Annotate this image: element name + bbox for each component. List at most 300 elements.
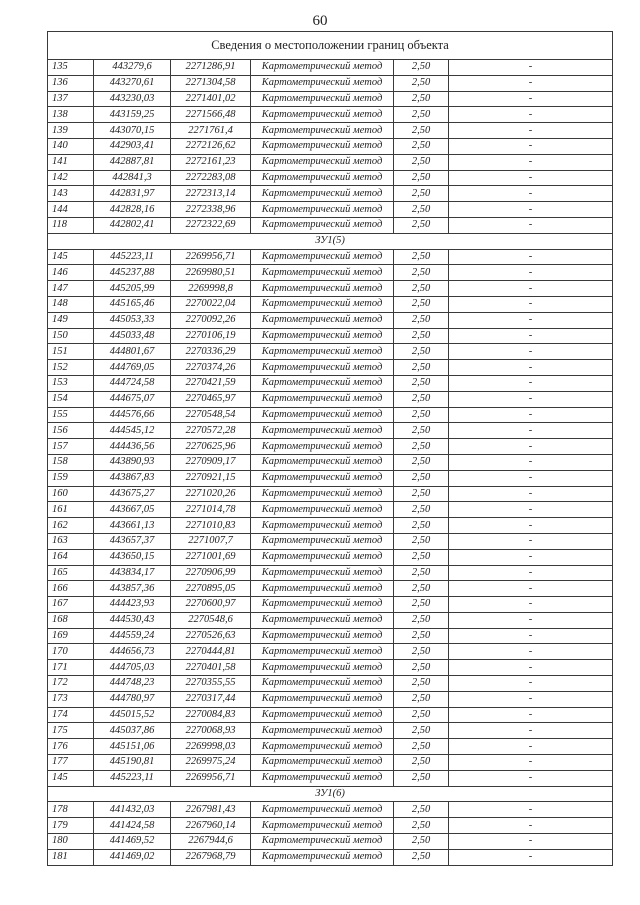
- note-cell: -: [449, 628, 613, 644]
- coord-x: 444423,93: [94, 597, 171, 613]
- coord-y: 2270572,28: [171, 423, 251, 439]
- coord-y: 2270895,05: [171, 581, 251, 597]
- table-title: Сведения о местоположении границ объекта: [48, 32, 613, 60]
- coord-y: 2267968,79: [171, 849, 251, 865]
- accuracy-value: 2,50: [394, 138, 449, 154]
- table-row: [48, 723, 613, 739]
- determination-method: Картометрический метод: [251, 60, 394, 76]
- note-cell: -: [449, 660, 613, 676]
- point-number: 145: [48, 249, 94, 265]
- coord-x: 443650,15: [94, 549, 171, 565]
- table-row: [48, 186, 613, 202]
- determination-method: Картометрический метод: [251, 660, 394, 676]
- table-row: [48, 581, 613, 597]
- section-label: ЗУ1(6): [48, 786, 613, 802]
- point-number: 162: [48, 518, 94, 534]
- table-row: [48, 281, 613, 297]
- point-number: 163: [48, 533, 94, 549]
- point-number: 169: [48, 628, 94, 644]
- note-cell: -: [449, 691, 613, 707]
- point-number: 147: [48, 281, 94, 297]
- point-number: 173: [48, 691, 94, 707]
- point-number: 151: [48, 344, 94, 360]
- coord-y: 2270906,99: [171, 565, 251, 581]
- point-number: 161: [48, 502, 94, 518]
- point-number: 138: [48, 107, 94, 123]
- point-number: 144: [48, 202, 94, 218]
- coord-x: 441469,02: [94, 849, 171, 865]
- accuracy-value: 2,50: [394, 581, 449, 597]
- point-number: 156: [48, 423, 94, 439]
- accuracy-value: 2,50: [394, 770, 449, 786]
- note-cell: -: [449, 518, 613, 534]
- table-row: [48, 518, 613, 534]
- note-cell: -: [449, 834, 613, 850]
- table-row: [48, 549, 613, 565]
- accuracy-value: 2,50: [394, 344, 449, 360]
- coord-y: 2271566,48: [171, 107, 251, 123]
- coord-x: 444675,07: [94, 391, 171, 407]
- coord-x: 442831,97: [94, 186, 171, 202]
- point-number: 150: [48, 328, 94, 344]
- table-row: [48, 707, 613, 723]
- table-row: [48, 75, 613, 91]
- accuracy-value: 2,50: [394, 202, 449, 218]
- coord-x: 443867,83: [94, 470, 171, 486]
- note-cell: -: [449, 123, 613, 139]
- coord-y: 2270909,17: [171, 454, 251, 470]
- note-cell: -: [449, 849, 613, 865]
- determination-method: Картометрический метод: [251, 454, 394, 470]
- determination-method: Картометрический метод: [251, 91, 394, 107]
- note-cell: -: [449, 328, 613, 344]
- determination-method: Картометрический метод: [251, 296, 394, 312]
- coord-y: 2271007,7: [171, 533, 251, 549]
- point-number: 139: [48, 123, 94, 139]
- note-cell: -: [449, 502, 613, 518]
- note-cell: -: [449, 375, 613, 391]
- determination-method: Картометрический метод: [251, 802, 394, 818]
- note-cell: -: [449, 60, 613, 76]
- table-row: [48, 644, 613, 660]
- coord-y: 2271020,26: [171, 486, 251, 502]
- determination-method: Картометрический метод: [251, 217, 394, 233]
- coord-y: 2271761,4: [171, 123, 251, 139]
- coord-y: 2272161,23: [171, 154, 251, 170]
- accuracy-value: 2,50: [394, 612, 449, 628]
- accuracy-value: 2,50: [394, 391, 449, 407]
- accuracy-value: 2,50: [394, 312, 449, 328]
- coord-y: 2269980,51: [171, 265, 251, 281]
- coord-y: 2271304,58: [171, 75, 251, 91]
- note-cell: -: [449, 723, 613, 739]
- coord-x: 443661,13: [94, 518, 171, 534]
- note-cell: -: [449, 265, 613, 281]
- table-row: [48, 138, 613, 154]
- coord-y: 2270317,44: [171, 691, 251, 707]
- coord-x: 443890,93: [94, 454, 171, 470]
- table-row: [48, 834, 613, 850]
- coord-x: 445151,06: [94, 739, 171, 755]
- accuracy-value: 2,50: [394, 265, 449, 281]
- coord-y: 2267981,43: [171, 802, 251, 818]
- coord-y: 2269956,71: [171, 249, 251, 265]
- coord-y: 2270625,96: [171, 439, 251, 455]
- table-row: [48, 423, 613, 439]
- determination-method: Картометрический метод: [251, 423, 394, 439]
- coord-x: 444436,56: [94, 439, 171, 455]
- note-cell: -: [449, 391, 613, 407]
- table-row: [48, 565, 613, 581]
- table-row: [48, 533, 613, 549]
- coord-y: 2270421,59: [171, 375, 251, 391]
- point-number: 181: [48, 849, 94, 865]
- coord-x: 443834,17: [94, 565, 171, 581]
- note-cell: -: [449, 296, 613, 312]
- note-cell: -: [449, 281, 613, 297]
- coord-x: 443279,6: [94, 60, 171, 76]
- note-cell: -: [449, 423, 613, 439]
- table-row: [48, 265, 613, 281]
- coord-y: 2272322,69: [171, 217, 251, 233]
- coord-x: 443070,15: [94, 123, 171, 139]
- coord-x: 441469,52: [94, 834, 171, 850]
- accuracy-value: 2,50: [394, 533, 449, 549]
- coord-x: 445037,86: [94, 723, 171, 739]
- determination-method: Картометрический метод: [251, 707, 394, 723]
- determination-method: Картометрический метод: [251, 549, 394, 565]
- table-row: [48, 375, 613, 391]
- accuracy-value: 2,50: [394, 107, 449, 123]
- coord-y: 2269998,8: [171, 281, 251, 297]
- point-number: 149: [48, 312, 94, 328]
- coord-y: 2272283,08: [171, 170, 251, 186]
- coord-x: 445205,99: [94, 281, 171, 297]
- determination-method: Картометрический метод: [251, 249, 394, 265]
- point-number: 146: [48, 265, 94, 281]
- point-number: 167: [48, 597, 94, 613]
- determination-method: Картометрический метод: [251, 834, 394, 850]
- coord-x: 445237,88: [94, 265, 171, 281]
- coord-y: 2270092,26: [171, 312, 251, 328]
- determination-method: Картометрический метод: [251, 502, 394, 518]
- note-cell: -: [449, 470, 613, 486]
- determination-method: Картометрический метод: [251, 360, 394, 376]
- coord-y: 2267944,6: [171, 834, 251, 850]
- point-number: 152: [48, 360, 94, 376]
- point-number: 159: [48, 470, 94, 486]
- note-cell: -: [449, 581, 613, 597]
- coord-y: 2271010,83: [171, 518, 251, 534]
- note-cell: -: [449, 486, 613, 502]
- coord-x: 442887,81: [94, 154, 171, 170]
- point-number: 165: [48, 565, 94, 581]
- note-cell: -: [449, 439, 613, 455]
- table-row: [48, 91, 613, 107]
- coord-y: 2270526,63: [171, 628, 251, 644]
- accuracy-value: 2,50: [394, 249, 449, 265]
- coord-y: 2270548,6: [171, 612, 251, 628]
- accuracy-value: 2,50: [394, 660, 449, 676]
- note-cell: -: [449, 612, 613, 628]
- accuracy-value: 2,50: [394, 75, 449, 91]
- table-row: [48, 344, 613, 360]
- coord-x: 444801,67: [94, 344, 171, 360]
- table-row: [48, 755, 613, 771]
- table-row: [48, 123, 613, 139]
- table-row: [48, 502, 613, 518]
- point-number: 143: [48, 186, 94, 202]
- accuracy-value: 2,50: [394, 502, 449, 518]
- accuracy-value: 2,50: [394, 691, 449, 707]
- coord-x: 445053,33: [94, 312, 171, 328]
- coord-x: 445223,11: [94, 249, 171, 265]
- determination-method: Картометрический метод: [251, 123, 394, 139]
- table-row: [48, 217, 613, 233]
- point-number: 171: [48, 660, 94, 676]
- table-row: [48, 676, 613, 692]
- note-cell: -: [449, 138, 613, 154]
- coord-y: 2269975,24: [171, 755, 251, 771]
- determination-method: Картометрический метод: [251, 375, 394, 391]
- accuracy-value: 2,50: [394, 549, 449, 565]
- note-cell: -: [449, 818, 613, 834]
- point-number: 172: [48, 676, 94, 692]
- table-row: [48, 249, 613, 265]
- accuracy-value: 2,50: [394, 755, 449, 771]
- coord-y: 2269956,71: [171, 770, 251, 786]
- note-cell: -: [449, 217, 613, 233]
- accuracy-value: 2,50: [394, 91, 449, 107]
- coord-x: 445165,46: [94, 296, 171, 312]
- table-row: [48, 107, 613, 123]
- point-number: 135: [48, 60, 94, 76]
- coord-x: 444559,24: [94, 628, 171, 644]
- determination-method: Картометрический метод: [251, 265, 394, 281]
- determination-method: Картометрический метод: [251, 75, 394, 91]
- coord-y: 2270444,81: [171, 644, 251, 660]
- determination-method: Картометрический метод: [251, 439, 394, 455]
- accuracy-value: 2,50: [394, 375, 449, 391]
- note-cell: -: [449, 676, 613, 692]
- table-row: [48, 407, 613, 423]
- table-row: [48, 296, 613, 312]
- determination-method: Картометрический метод: [251, 849, 394, 865]
- determination-method: Картометрический метод: [251, 486, 394, 502]
- determination-method: Картометрический метод: [251, 186, 394, 202]
- coord-y: 2270355,55: [171, 676, 251, 692]
- accuracy-value: 2,50: [394, 628, 449, 644]
- point-number: 164: [48, 549, 94, 565]
- accuracy-value: 2,50: [394, 423, 449, 439]
- determination-method: Картометрический метод: [251, 565, 394, 581]
- boundary-coordinates-table: [47, 31, 613, 866]
- note-cell: -: [449, 407, 613, 423]
- accuracy-value: 2,50: [394, 818, 449, 834]
- accuracy-value: 2,50: [394, 644, 449, 660]
- coord-x: 445190,81: [94, 755, 171, 771]
- determination-method: Картометрический метод: [251, 628, 394, 644]
- point-number: 157: [48, 439, 94, 455]
- point-number: 175: [48, 723, 94, 739]
- accuracy-value: 2,50: [394, 518, 449, 534]
- table-row: [48, 486, 613, 502]
- accuracy-value: 2,50: [394, 439, 449, 455]
- coord-x: 443159,25: [94, 107, 171, 123]
- determination-method: Картометрический метод: [251, 755, 394, 771]
- determination-method: Картометрический метод: [251, 518, 394, 534]
- table-row: [48, 328, 613, 344]
- accuracy-value: 2,50: [394, 360, 449, 376]
- accuracy-value: 2,50: [394, 597, 449, 613]
- note-cell: -: [449, 75, 613, 91]
- point-number: 166: [48, 581, 94, 597]
- table-row: [48, 818, 613, 834]
- coord-y: 2270068,93: [171, 723, 251, 739]
- coord-x: 444656,73: [94, 644, 171, 660]
- section-label: ЗУ1(5): [48, 233, 613, 249]
- coord-x: 445033,48: [94, 328, 171, 344]
- point-number: 158: [48, 454, 94, 470]
- coord-y: 2270106,19: [171, 328, 251, 344]
- coord-x: 445015,52: [94, 707, 171, 723]
- table-row: [48, 170, 613, 186]
- coord-y: 2272313,14: [171, 186, 251, 202]
- accuracy-value: 2,50: [394, 707, 449, 723]
- determination-method: Картометрический метод: [251, 407, 394, 423]
- point-number: 140: [48, 138, 94, 154]
- accuracy-value: 2,50: [394, 454, 449, 470]
- coord-x: 443667,05: [94, 502, 171, 518]
- point-number: 176: [48, 739, 94, 755]
- boundary-table-container: [47, 31, 612, 866]
- coord-x: 443270,61: [94, 75, 171, 91]
- accuracy-value: 2,50: [394, 834, 449, 850]
- accuracy-value: 2,50: [394, 723, 449, 739]
- accuracy-value: 2,50: [394, 281, 449, 297]
- table-row: [48, 360, 613, 376]
- table-row: [48, 312, 613, 328]
- accuracy-value: 2,50: [394, 739, 449, 755]
- accuracy-value: 2,50: [394, 407, 449, 423]
- note-cell: -: [449, 533, 613, 549]
- accuracy-value: 2,50: [394, 802, 449, 818]
- point-number: 177: [48, 755, 94, 771]
- point-number: 137: [48, 91, 94, 107]
- accuracy-value: 2,50: [394, 470, 449, 486]
- coord-y: 2270401,58: [171, 660, 251, 676]
- accuracy-value: 2,50: [394, 328, 449, 344]
- table-row: [48, 660, 613, 676]
- coord-x: 444705,03: [94, 660, 171, 676]
- determination-method: Картометрический метод: [251, 281, 394, 297]
- determination-method: Картометрический метод: [251, 581, 394, 597]
- point-number: 178: [48, 802, 94, 818]
- coord-y: 2270600,97: [171, 597, 251, 613]
- coord-y: 2267960,14: [171, 818, 251, 834]
- accuracy-value: 2,50: [394, 849, 449, 865]
- point-number: 153: [48, 375, 94, 391]
- table-row: [48, 60, 613, 76]
- determination-method: Картометрический метод: [251, 644, 394, 660]
- coord-x: 442828,16: [94, 202, 171, 218]
- table-title-row: [48, 32, 613, 60]
- coord-x: 445223,11: [94, 770, 171, 786]
- note-cell: -: [449, 154, 613, 170]
- point-number: 148: [48, 296, 94, 312]
- coord-x: 444780,97: [94, 691, 171, 707]
- coord-y: 2271286,91: [171, 60, 251, 76]
- table-row: [48, 202, 613, 218]
- determination-method: Картометрический метод: [251, 612, 394, 628]
- note-cell: -: [449, 249, 613, 265]
- coord-x: 443230,03: [94, 91, 171, 107]
- coord-y: 2270374,26: [171, 360, 251, 376]
- coord-y: 2270921,15: [171, 470, 251, 486]
- determination-method: Картометрический метод: [251, 312, 394, 328]
- accuracy-value: 2,50: [394, 486, 449, 502]
- point-number: 174: [48, 707, 94, 723]
- table-row: [48, 454, 613, 470]
- coord-y: 2270022,04: [171, 296, 251, 312]
- point-number: 136: [48, 75, 94, 91]
- point-number: 142: [48, 170, 94, 186]
- coord-y: 2270084,83: [171, 707, 251, 723]
- determination-method: Картометрический метод: [251, 533, 394, 549]
- coord-x: 441424,58: [94, 818, 171, 834]
- determination-method: Картометрический метод: [251, 154, 394, 170]
- coord-y: 2271001,69: [171, 549, 251, 565]
- determination-method: Картометрический метод: [251, 138, 394, 154]
- note-cell: -: [449, 770, 613, 786]
- point-number: 180: [48, 834, 94, 850]
- coord-x: 443657,37: [94, 533, 171, 549]
- determination-method: Картометрический метод: [251, 723, 394, 739]
- coord-x: 444545,12: [94, 423, 171, 439]
- note-cell: -: [449, 565, 613, 581]
- section-header-row: [48, 786, 613, 802]
- note-cell: -: [449, 107, 613, 123]
- table-row: [48, 612, 613, 628]
- determination-method: Картометрический метод: [251, 470, 394, 486]
- accuracy-value: 2,50: [394, 565, 449, 581]
- note-cell: -: [449, 91, 613, 107]
- coord-x: 444769,05: [94, 360, 171, 376]
- determination-method: Картометрический метод: [251, 691, 394, 707]
- coord-x: 444530,43: [94, 612, 171, 628]
- note-cell: -: [449, 802, 613, 818]
- coord-y: 2272338,96: [171, 202, 251, 218]
- determination-method: Картометрический метод: [251, 391, 394, 407]
- determination-method: Картометрический метод: [251, 170, 394, 186]
- coord-x: 444724,58: [94, 375, 171, 391]
- coord-x: 443857,36: [94, 581, 171, 597]
- accuracy-value: 2,50: [394, 170, 449, 186]
- table-row: [48, 849, 613, 865]
- point-number: 118: [48, 217, 94, 233]
- coord-x: 442903,41: [94, 138, 171, 154]
- note-cell: -: [449, 312, 613, 328]
- determination-method: Картометрический метод: [251, 328, 394, 344]
- coord-x: 442841,3: [94, 170, 171, 186]
- table-row: [48, 802, 613, 818]
- table-row: [48, 770, 613, 786]
- note-cell: -: [449, 344, 613, 360]
- table-row: [48, 739, 613, 755]
- table-row: [48, 391, 613, 407]
- determination-method: Картометрический метод: [251, 770, 394, 786]
- note-cell: -: [449, 170, 613, 186]
